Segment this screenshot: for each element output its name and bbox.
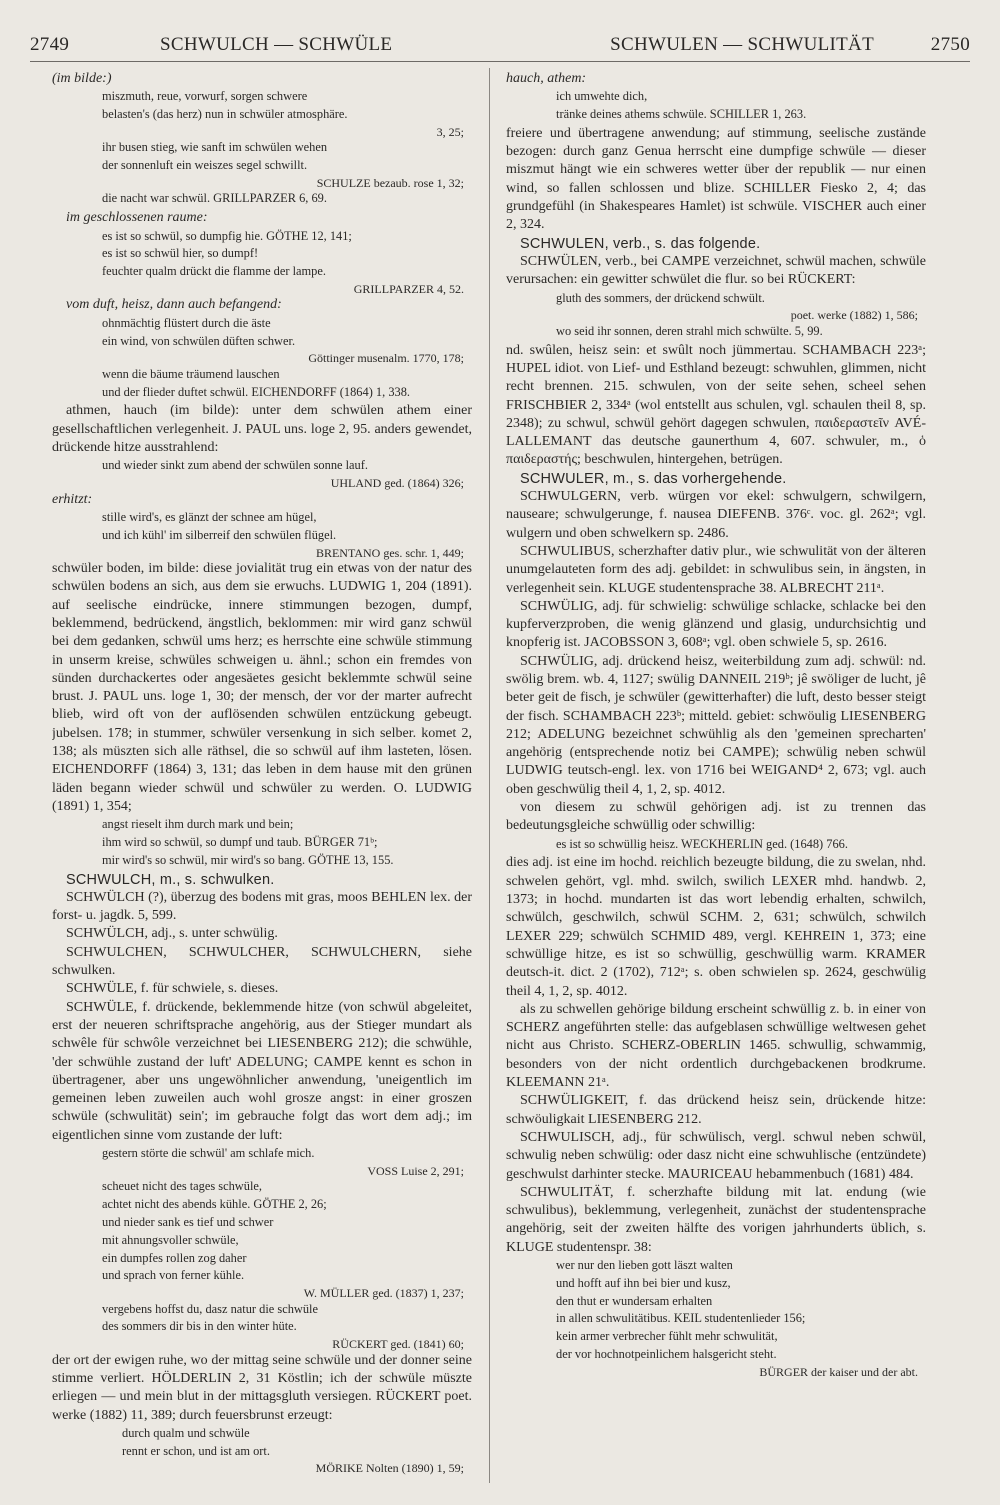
quote-line: und sprach von ferner kühle. xyxy=(102,1268,245,1283)
quote-line: wenn die bäume träumend lauschen xyxy=(102,366,280,381)
page-number-right: 2750 xyxy=(930,34,970,55)
citation: GRILLPARZER 4, 52. xyxy=(353,281,464,296)
entry-schwuelch: SCHWÜLCH (?), überzug des bodens mit gras, moos BEHLEN lex. der forst- u. jagdk. 5, 599. xyxy=(52,889,472,924)
quote-line: ein wind, von schwülen düften schwer. xyxy=(102,333,296,348)
quote-line: es ist so schwüllig heisz. WECKHERLIN ged. (1648) 766. xyxy=(556,836,848,851)
quote-line: und nieder sank es tief und schwer xyxy=(102,1214,274,1229)
quote-line: die nacht war schwül. GRILLPARZER 6, 69. xyxy=(102,191,327,206)
quote-line: achtet nicht des abends kühle. GÖTHE 2, 26; xyxy=(102,1197,327,1212)
quote-line: es ist so schwül hier, so dumpf! xyxy=(102,246,259,261)
quote-line: und der flieder duftet schwül. EICHENDORFF (1864) 1, 338. xyxy=(102,384,410,399)
usage-label: im geschlossenen raume: xyxy=(66,210,208,226)
quote-line: ich umwehte dich, xyxy=(556,89,648,104)
quote-line: rennt er schon, und ist am ort. xyxy=(122,1443,270,1458)
quote-line: angst rieselt ihm durch mark und bein; xyxy=(102,817,294,832)
entry-schwulchen: SCHWULCHEN, SCHWULCHER, SCHWULCHERN, siehe schwulken. xyxy=(52,944,472,979)
usage-label: vom duft, heisz, dann auch befangend: xyxy=(66,297,282,313)
page-header xyxy=(30,34,970,60)
quote-line: mit ahnungsvoller schwüle, xyxy=(102,1232,239,1247)
definition-paragraph: schwüler boden, im bilde: diese jovialität trug ein etwas von der natur des schwülen bodens an sich, aus dem sie erwuchs. LUDWIG 1, 204 (1891). auf seelische eindrücke, innere stimmungen bezogen, dumpf, beklemmend, bedrückend, ängstlich, beklommen: mir wird ganz schwül bei dem gedanken, schwül ums herz; es herrschte eine schwüle stimmung in unserm kreise, schwüles schweigen u. ähnl.; schon ein fremdes von sünden durchackertes oder angesäetes gesicht beklemmte schwül seine brust. J. PAUL uns. loge 1, 30; der mensch, der vor der marter aufrecht blieb, wird oft von der auflösenden schwülen entzückung gebeugt. jubelsen. 178; in stummer, schwüler versenkung in sich selber. komet 2, 138; als müszten sich alle räthsel, die so schwül auf ihm lasteten, lösen. EICHENDORFF (1864) 3, 131; das leben in dem hause mit den grünen läden begann wieder schwül und schwüler zu werden. O. LUDWIG (1891) 1, 354; xyxy=(52,561,472,814)
quote-line: ihr busen stieg, wie sanft im schwülen wehen xyxy=(102,140,328,155)
usage-label: hauch, athem: xyxy=(506,71,587,86)
citation: Göttinger musenalm. 1770, 178; xyxy=(308,351,464,366)
right-column xyxy=(506,70,926,1490)
definition-paragraph: von diesem zu schwül gehörigen adj. ist zu trennen das bedeutungsgleiche schwüllig oder schwillig: xyxy=(506,800,926,834)
entry-schwulitaet: SCHWULITÄT, f. scherzhafte bildung mit lat. endung (wie schwulibus), beklemmung, verlegenheit, zunächst der studentensprache angehörig, seit der zweiten hälfte des vorigen jahrhunderts üblich, s. KLUGE studentenspr. 38: xyxy=(506,1184,926,1255)
usage-label: erhitzt: xyxy=(52,491,93,507)
left-column xyxy=(52,70,472,1490)
quote-line: durch qualm und schwüle xyxy=(122,1425,250,1440)
entry-schwulibus: SCHWULIBUS, scherzhafter dativ plur., wie schwulität von der älteren unumgelauteten form des adj. gebildet: in schwulibus sein, in ängsten, in verlegenheit sein. KLUGE studentensprache 38. ALBRECHT 211ᵃ. xyxy=(506,543,926,596)
citation: RÜCKERT ged. (1841) 60; xyxy=(332,1337,464,1352)
quote-line: des sommers dir bis in den winter hüte. xyxy=(102,1319,297,1334)
definition-paragraph: der ort der ewigen ruhe, wo der mittag seine schwüle und der donner seine stimme verliert. HÖLDERLIN 2, 31 Köstlin; ich der schwüle müszte erliegen — und mein blut in der mittagsgluth versiegen. RÜCKERT poet. werke (1882) 11, 389; durch feuersbrunst erzeugt: xyxy=(52,1352,472,1423)
quote-line: belasten's (das herz) nun in schwüler atmosphäre. xyxy=(102,107,348,122)
quote-line: es ist so schwül, so dumpfig hie. GÖTHE 12, 141; xyxy=(102,228,352,243)
quote-line: ihm wird so schwül, so dumpf und taub. BÜRGER 71ᵇ; xyxy=(102,834,378,849)
header-title-right: SCHWULEN — SCHWULITÄT xyxy=(610,34,874,55)
definition-paragraph: freiere und übertragene anwendung; auf stimmung, seelische zustände bezogen: durch ganz Genua herrscht eine dumpfige schwüle — dieser miszmut hängt wie ein schweres wetter über der republik — nur einen wind, so fallen schlossen und blize. SCHILLER Fiesko 2, 4; das grundgefühl (in Shakespeares Hamlet) ist schwüle. VISCHER auch einer 2, 324. xyxy=(506,125,926,233)
entry-schwueligkeit: SCHWÜLIGKEIT, f. das drückend heisz sein, drückende hitze: schwöuligkait LIESENBERG 212. xyxy=(506,1093,926,1127)
quote-line: wer nur den lieben gott läszt walten xyxy=(556,1258,733,1272)
entry-schwulen: SCHWULEN, verb., s. das folgende. xyxy=(520,235,761,252)
usage-label: (im bilde:) xyxy=(52,71,112,86)
definition-paragraph: nd. swûlen, heisz sein: et swûlt noch jümmertau. SCHAMBACH 223ᵃ; HUPEL idiot. von Lief- und Esthland bezeugt: schwuhlen, glimmen, nicht recht brennen. 215. schwulen, von der seite sehen, scheel sehen FRISCHBIER 2, 334ᵃ (wol entstellt aus schulen, vgl. schaulen theil 8, sp. 2348); zu schwul, schwül gehört dagegen schwulen, παιδεραστεῖν AVÉ-LALLEMANT das deutsche gaunerthum 4, 607. schwuler, m., ὁ παιδεραστής; beschwulen, hintergehen, betrügen. xyxy=(506,342,926,468)
entry-schwuele-schwiele: SCHWÜLE, f. für schwiele, s. dieses. xyxy=(66,981,279,997)
quote-line: gestern störte die schwül' am schlafe mich. xyxy=(102,1146,315,1161)
quote-line: ein dumpfes rollen zog daher xyxy=(102,1250,247,1265)
citation: SCHULZE bezaub. rose 1, 32; xyxy=(316,175,464,190)
quote-line: den thut er wundersam erhalten xyxy=(556,1293,713,1308)
quote-line: mir wird's so schwül, mir wird's so bang. GÖTHE 13, 155. xyxy=(102,852,394,867)
citation: BRENTANO ges. schr. 1, 449; xyxy=(315,545,464,560)
quote-line: der vor hochnotpeinlichem halsgericht steht. xyxy=(556,1346,777,1361)
quote-line: stille wird's, es glänzt der schnee am hügel, xyxy=(102,509,317,524)
citation: 3, 25; xyxy=(436,124,464,139)
citation: UHLAND ged. (1864) 326; xyxy=(330,476,464,491)
page-number-left: 2749 xyxy=(30,34,70,55)
definition-paragraph: athmen, hauch (im bilde): unter dem schwülen athem einer gesellschaftlichen verlegenheit. J. PAUL uns. loge 2, 95. anders gewendet, drückende hitze ausstrahlend: xyxy=(52,403,472,456)
quote-line: in allen schwulitätibus. KEIL studentenlieder 156; xyxy=(556,1311,806,1326)
quote-line: vergebens hoffst du, dasz natur die schwüle xyxy=(102,1301,318,1316)
entry-schwuler: SCHWULER, m., s. das vorhergehende. xyxy=(520,470,787,487)
header-title-left: SCHWULCH — SCHWÜLE xyxy=(160,34,393,55)
quote-line: gluth des sommers, der drückend schwült. xyxy=(556,290,765,305)
entry-schwuele: SCHWÜLE, f. drückende, beklemmende hitze (von schwül abgeleitet, erst der neueren schriftsprache angehörig, aus der Stieger mundart als schwêle für schwôle verzeichnet bei LIESENBERG 212); die schwühle, 'der schwühle zustand der luft' ADELUNG; CAMPE kennt es schon in übertragener, aber uns ungewöhnlicher anwendung, 'uneigentlich im gemeinen leben zuweilen auch wohl grosze angst: in einer groszen schwüle (schwulität) sein'; im gebrauche folgt das wort dem adj.; im eigentlichen sinne vom zustande der luft: xyxy=(52,999,472,1143)
entry-schwuelch-adj: SCHWÜLCH, adj., s. unter schwülig. xyxy=(66,926,278,942)
quote-line: wo seid ihr sonnen, deren strahl mich schwülte. 5, 99. xyxy=(556,323,823,338)
quote-line: feuchter qualm drückt die flamme der lampe. xyxy=(102,264,326,279)
column-divider xyxy=(489,68,490,1483)
citation: W. MÜLLER ged. (1837) 1, 237; xyxy=(303,1286,464,1301)
citation: BÜRGER der kaiser und der abt. xyxy=(759,1364,918,1379)
quote-line: und ich kühl' im silberreif den schwülen flügel. xyxy=(102,527,337,542)
citation: MÖRIKE Nolten (1890) 1, 59; xyxy=(315,1461,464,1476)
entry-schwulgern: SCHWULGERN, verb. würgen vor ekel: schwulgern, schwilgern, nauseare; schwulgerunge, f. nausea DIEFENB. 376ᶜ. voc. gl. 262ᵃ; vgl. wulgern und oben schwelkern sp. 2486. xyxy=(506,489,926,541)
quote-line: scheuet nicht des tages schwüle, xyxy=(102,1179,262,1194)
entry-schwulch: SCHWULCH, m., s. schwulken. xyxy=(66,871,275,888)
quote-line: der sonnenluft ein weiszes segel schwillt. xyxy=(102,158,308,173)
quote-line: ohnmächtig flüstert durch die äste xyxy=(102,315,271,330)
entry-schwuelig: SCHWÜLIG, adj. drückend heisz, weiterbildung zum adj. schwül: nd. swölig brem. wb. 4, 1127; swülig DANNEIL 219ᵇ; jê swöliger de lucht, jê beter geit de fisch, je schwüler (gewitterhafter) die luft, desto besser steigt der fisch. SCHAMBACH 223ᵇ; mitteld. gebiet: schwöulig LIESENBERG 212; ADELUNG bezeichnet schwühlig als den 'gemeinen sprecharten' angehörig (entsprechende notiz bei CAMPE); schwülig neben schwül LUDWIG teutsch-engl. lex. von 1716 bei WEIGAND⁴ 2, 673; vgl. auch oben geschwülig theil 4, 1, 2, sp. 4012. xyxy=(506,653,926,797)
citation: VOSS Luise 2, 291; xyxy=(367,1163,464,1178)
entry-schwuelen: SCHWÜLEN, verb., bei CAMPE verzeichnet, schwül machen, schwüle verursachen: ein gewitter schwület die flur. so bei RÜCKERT: xyxy=(506,253,926,288)
definition-paragraph: dies adj. ist eine im hochd. reichlich bezeugte bildung, die zu swelan, nhd. schwelen gehört, vgl. mhd. swilch, swilich LEXER mhd. handwb. 2, 1373; in hochd. mundarten ist das wort lebendig erhalten, schwilch, schwülch, geschwilch, schwül SCHM. 2, 631; schwülch, schwilch LEXER 229; schwülch SCHMID 489, vergl. KEHREIN 1, 373; eine schwüllige hitze, es ist so schwüllig, geschwüllig warm. KRAMER deutsch-it. dict. 2 (1702), 712ᵃ; s. oben schwielen sp. 2624, geschwülig theil 4, 1, 2, sp. 4012. xyxy=(506,855,926,999)
definition-paragraph: als zu schwellen gehörige bildung erscheint schwüllig z. b. in einer von SCHERZ angeführten stelle: das aufgeblasen schwüllige weltwesen gehet nicht aus Christo. SCHERZ-OBERLIN 1465. schwullig, schwammig, besonders von der nicht ordentlich durchgebackenen brodkrume. KLEEMANN 21ᵃ. xyxy=(506,1001,926,1091)
header-rule xyxy=(30,61,970,62)
entry-schwulisch: SCHWULISCH, adj., für schwülisch, vergl. schwul neben schwül, schwulig neben schwülig: oder dasz nicht eine schwuhlische (entzündete) geschwulst darhinter stecke. MAURICEAU hebammenbuch (1681) 484. xyxy=(506,1129,926,1182)
quote-line: kein armer verbrecher fühlt mehr schwulität, xyxy=(556,1329,778,1344)
quote-line: tränke deines athems schwüle. SCHILLER 1, 263. xyxy=(556,107,807,122)
citation: poet. werke (1882) 1, 586; xyxy=(790,308,918,323)
quote-line: miszmuth, reue, vorwurf, sorgen schwere xyxy=(102,89,308,104)
quote-line: und wieder sinkt zum abend der schwülen sonne lauf. xyxy=(102,458,368,473)
entry-schwuelig-schwielig: SCHWÜLIG, adj. für schwielig: schwülige schlacke, schlacke bei den kupferverzproben, die wenig glänzend und glasig, undurchsichtig und knopferig ist. JACOBSSON 3, 608ᵃ; vgl. oben schwiele 5, sp. 2616. xyxy=(506,598,926,651)
quote-line: und hofft auf ihn bei bier und kusz, xyxy=(556,1275,731,1290)
